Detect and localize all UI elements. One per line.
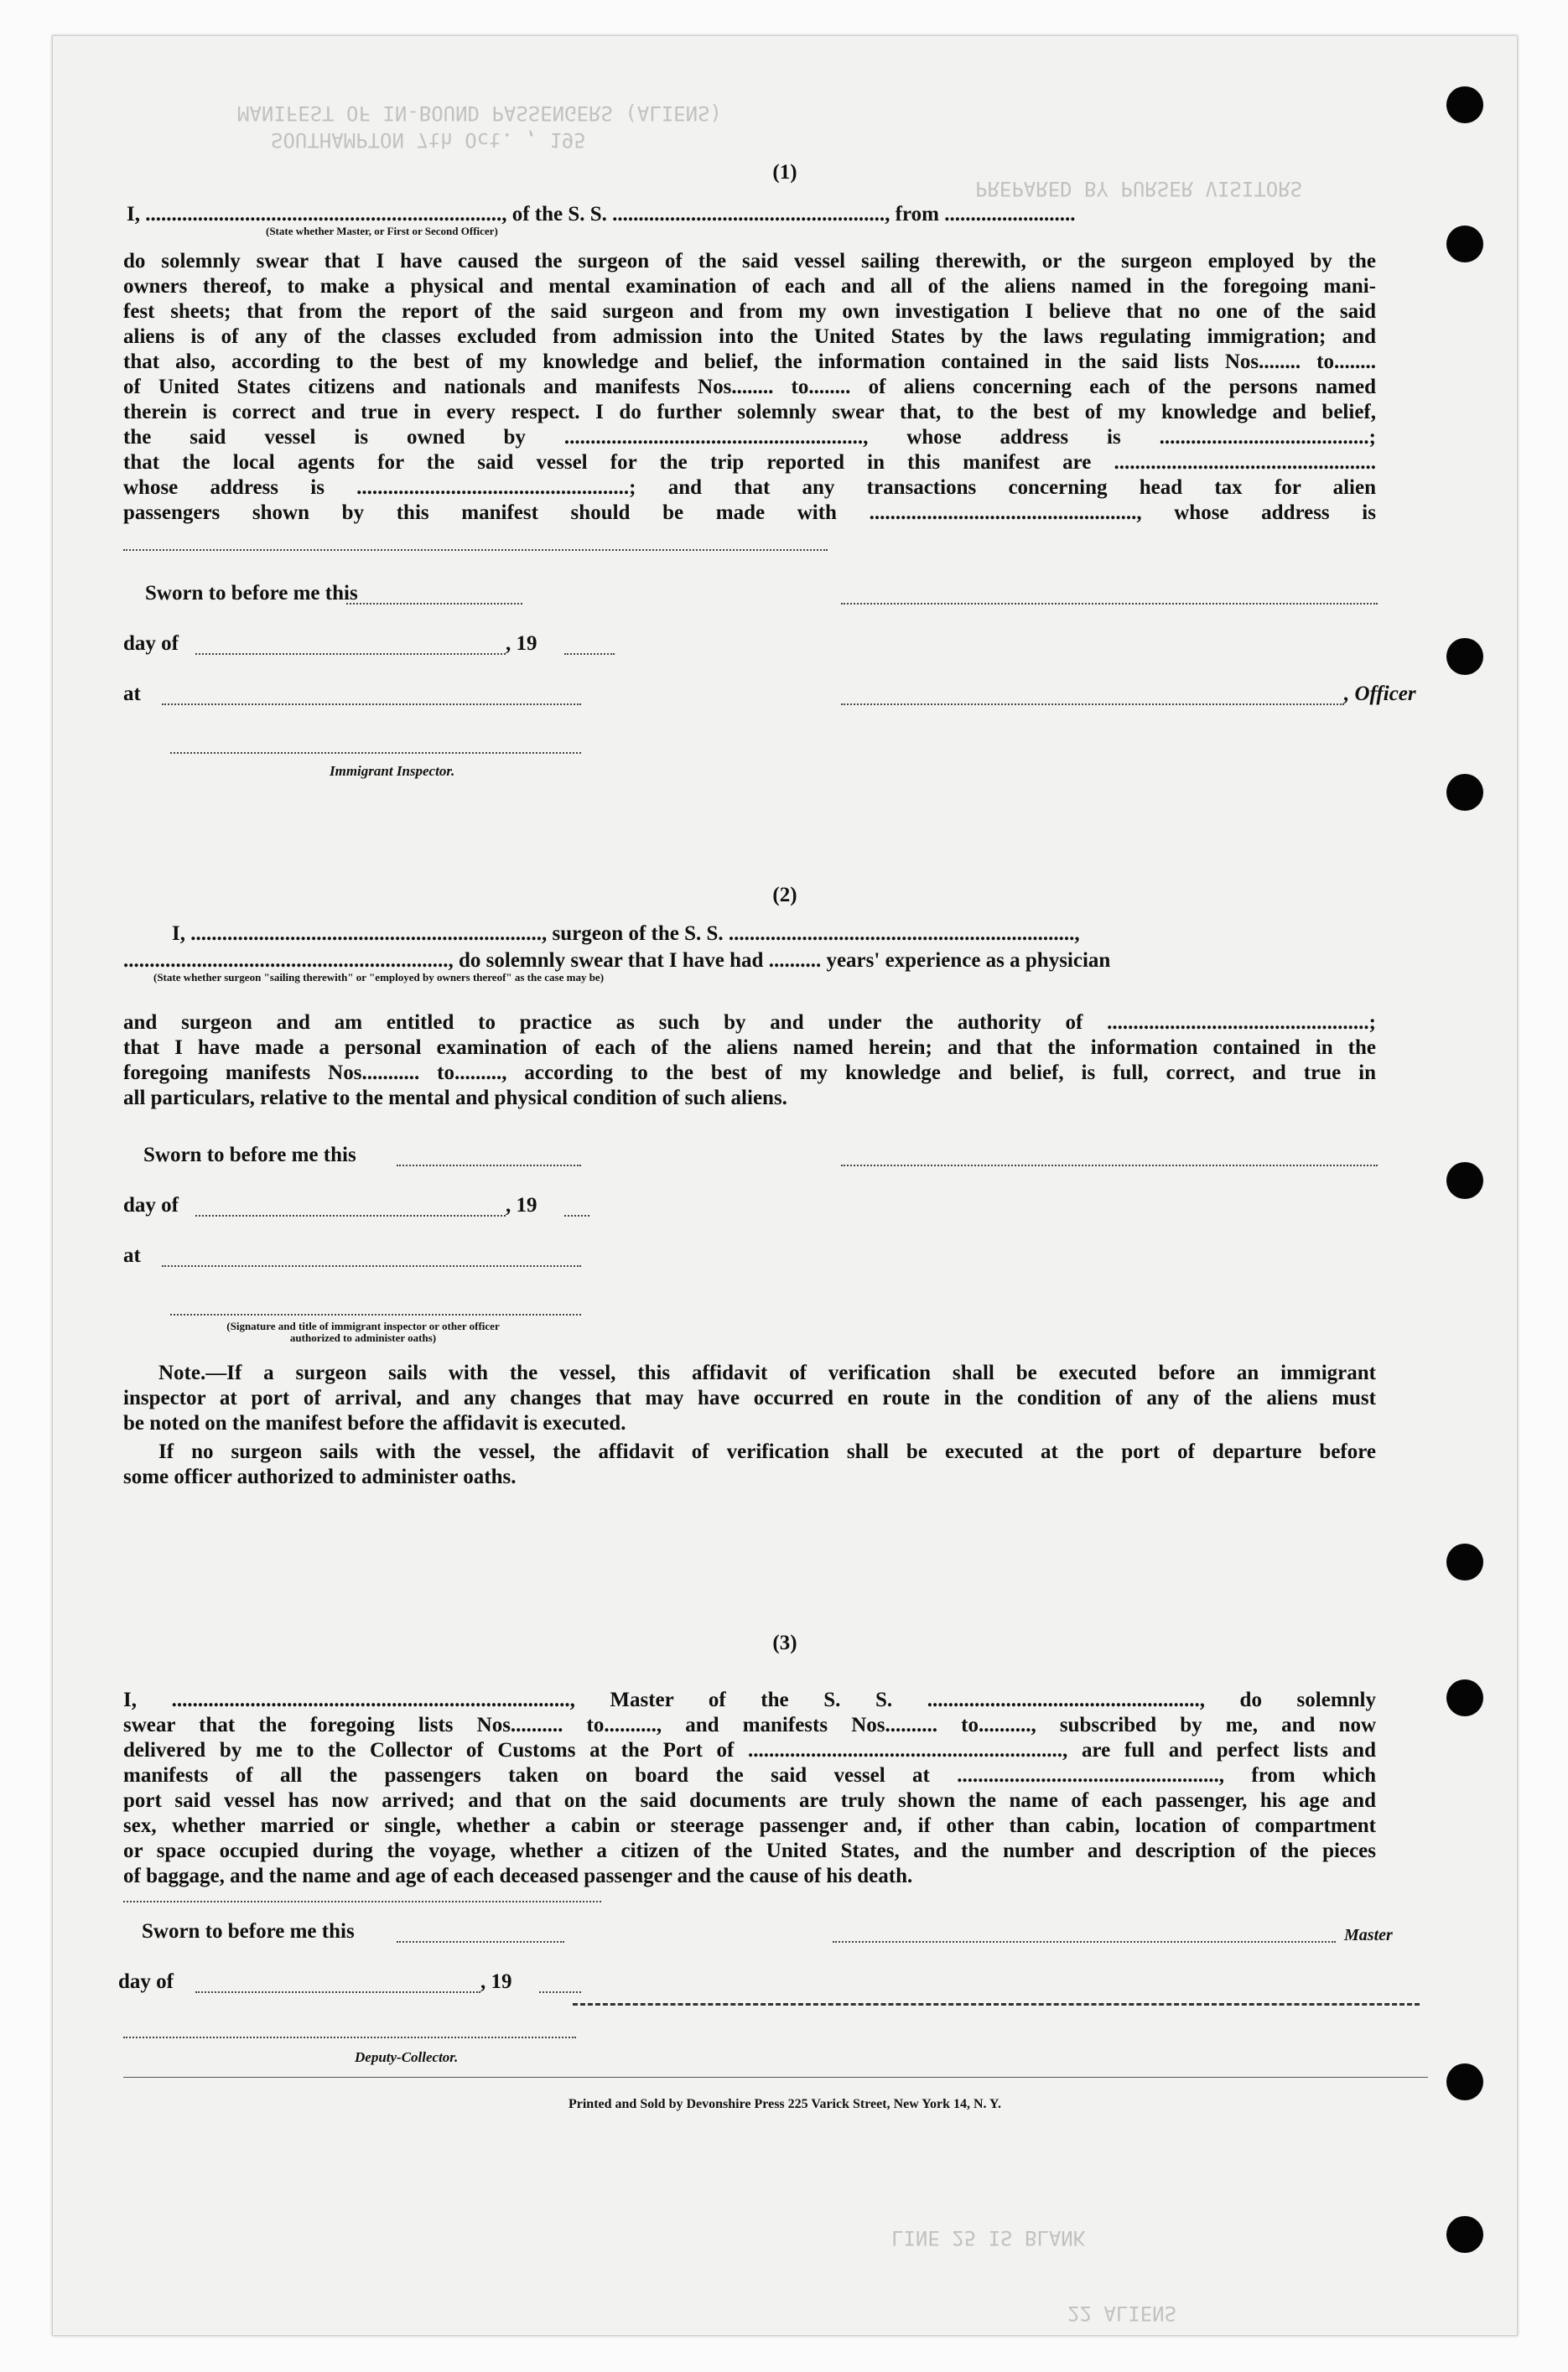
punch-hole bbox=[1446, 1679, 1483, 1716]
section-1-number: (1) bbox=[772, 161, 797, 184]
immigrant-inspector-label: Immigrant Inspector. bbox=[330, 763, 455, 779]
at-label: at bbox=[123, 1244, 141, 1267]
section-2-surgeon-note: (State whether surgeon "sailing therewith" or "employed by owners thereof" as the case may be) bbox=[153, 971, 605, 984]
punch-hole bbox=[1446, 226, 1483, 262]
punch-hole bbox=[1446, 1162, 1483, 1199]
section-1-paragraph: do solemnly swear that I have caused the surgeon of the said vessel sailing therewith, or the surgeon employed by the owners thereof, to make a physical and mental examination of each and all of the aliens named in the foregoing mani- fest sheets; that from the report of the said surgeon and from my own investigation I believe that no one of the said aliens is of any of the classes excluded from admission into the United States by the laws regulating immigration; and that also, according to the best of my knowledge and belief, the information contained in the said lists Nos........ to........ of United States citizens and nationals and manifests Nos........ to........ of aliens concerning each of the persons named therein is correct and true in every respect. I do further solemnly swear that, to the best of my knowledge and belief, the said vessel is owned by ........................................................., whose address is ........................................; that the local agents for the said vessel for the trip reported in this manifest are .................................................. whose address is ....................................................; and that any transactions concerning head tax for alien passengers shown by this manifest should be made with ..................................................., whose address is bbox=[123, 250, 1376, 524]
section-2-experience-line: .............................................................., do solemnly swear that I have had .......... years' experience as a physician bbox=[123, 949, 1111, 972]
bleed-through-text: SOUTHAMPTON 7th Oct. , 195 bbox=[271, 128, 586, 152]
section-1-officer-note: (State whether Master, or First or Second Officer) bbox=[266, 225, 498, 237]
day-label: day of bbox=[123, 632, 179, 655]
sworn-label: Sworn to before me this bbox=[145, 582, 358, 605]
punch-hole bbox=[1446, 638, 1483, 675]
bleed-through-text: 22 ALIENS bbox=[1067, 2302, 1177, 2325]
year-label: , 19 bbox=[506, 1194, 537, 1217]
bleed-through-text: LINE 25 IS BLANK bbox=[891, 2226, 1086, 2250]
punch-hole bbox=[1446, 86, 1483, 123]
year-label: , 19 bbox=[480, 1970, 512, 1993]
section-3-paragraph: I, ............................................................................, Master of the S. S. ...................................................., do solemnly swear that the foregoing lists Nos.......... to.........., and manifests Nos.......... to.........., subscribed by me, and now delivered by me to the Collector of Customs at the Port of ............................................................, are full and perfect lists and manifests of all the passengers taken on board the said vessel at .................................................., from which port said vessel has now arrived; and that on the said documents are truly shown the name of each passenger, his age and sex, whether married or single, whether a cabin or steerage passenger and, if other than cabin, location of compartment or space occupied during the voyage, whether a citizen of the United States, and the number and description of the pieces of baggage, and the name and age of each deceased passenger and the cause of his death. bbox=[123, 1689, 1376, 1887]
section-2-oath-line: I, ..................................................................., surgeon of the S. S. .................................................................., bbox=[172, 922, 1080, 945]
deputy-collector-label: Deputy-Collector. bbox=[355, 2049, 459, 2065]
section-2-number: (2) bbox=[772, 884, 797, 906]
printer-imprint: Printed and Sold by Devonshire Press 225 Varick Street, New York 14, N. Y. bbox=[568, 2097, 1002, 2111]
signature-note: (Signature and title of immigrant inspector or other officer authorized to administer oaths) bbox=[226, 1320, 500, 1344]
day-label: day of bbox=[123, 1194, 179, 1217]
manifest-page bbox=[52, 35, 1518, 2336]
master-label: Master bbox=[1344, 1926, 1393, 1944]
section-2-paragraph: and surgeon and am entitled to practice as such by and under the authority of ..................................................; that I have made a personal examination of each of the aliens named herein; and that the information contained in the foregoing manifests Nos........... to........., according to the best of my knowledge and belief, is full, correct, and true in all particulars, relative to the mental and physical condition of such aliens. bbox=[123, 1011, 1376, 1109]
bleed-through-text: MANIFEST OF IN-BOUND PASSENGERS (ALIENS) bbox=[237, 101, 722, 125]
sworn-label: Sworn to before me this bbox=[142, 1920, 355, 1943]
bleed-through-text: PREPARED BY PURSER VISITORS bbox=[975, 177, 1303, 200]
section-1-oath-line: I, ...................................................................., of the S. S. ...................................................., from ......................... bbox=[127, 203, 1076, 226]
section-3-number: (3) bbox=[772, 1632, 797, 1654]
year-label: , 19 bbox=[506, 632, 537, 655]
at-label: at bbox=[123, 683, 141, 705]
day-label: day of bbox=[118, 1970, 174, 1993]
sworn-label: Sworn to before me this bbox=[143, 1144, 356, 1166]
note-paragraph: Note.—If a surgeon sails with the vessel, this affidavit of verification shall be executed before an immigrant inspector at port of arrival, and any changes that may have occurred en route in the condition of any of the aliens must be noted on the manifest before the affidavit is executed. If no surgeon sails with the vessel, the affidavit of verification shall be executed at the port of departure before some officer authorized to administer oaths. bbox=[123, 1362, 1376, 1488]
officer-label: , Officer bbox=[1344, 683, 1416, 705]
punch-hole bbox=[1446, 2216, 1483, 2253]
punch-hole bbox=[1446, 1544, 1483, 1580]
punch-hole bbox=[1446, 774, 1483, 811]
